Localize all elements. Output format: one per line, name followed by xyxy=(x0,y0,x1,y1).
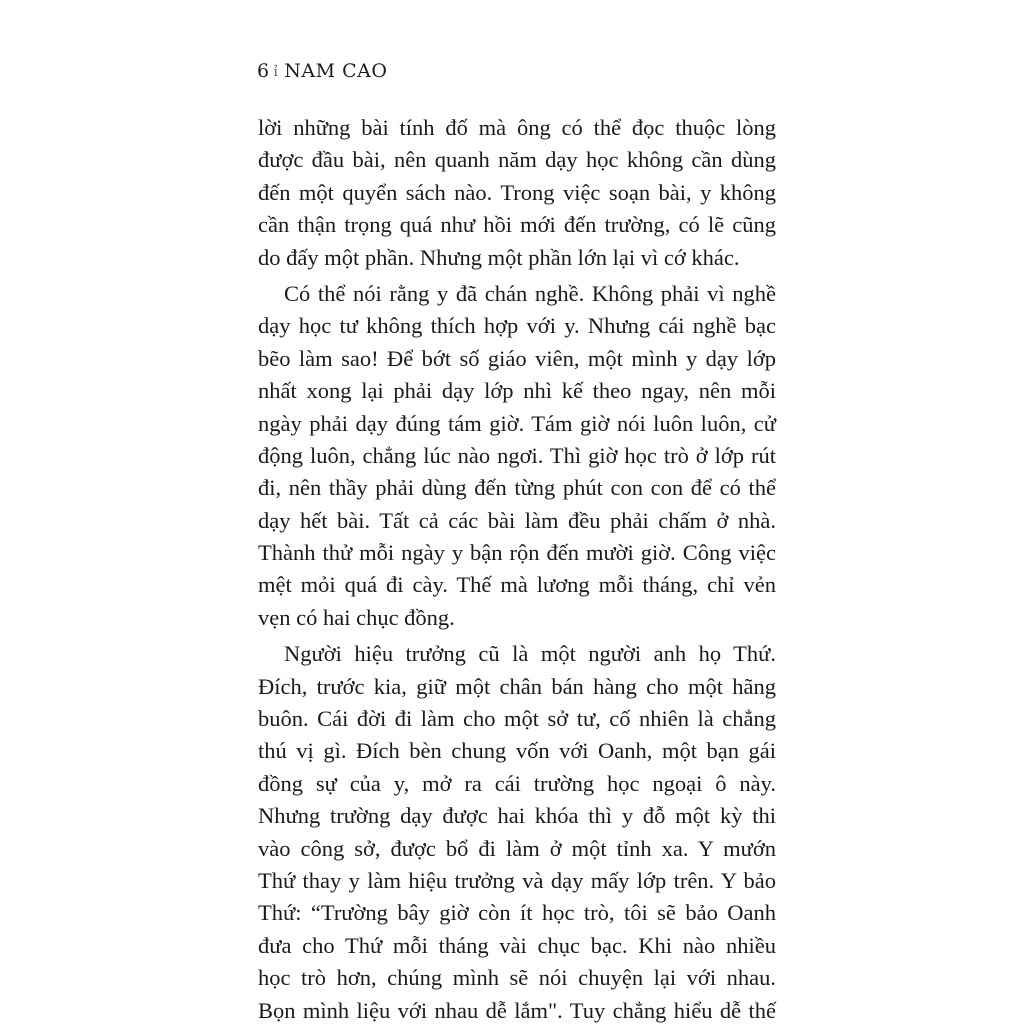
author-name: NAM CAO xyxy=(284,60,388,82)
text-line: Người hiệu trưởng cũ là một người anh họ Thứ. xyxy=(284,641,776,667)
text-line: Bọn mình liệu với nhau dễ lắm". Tuy chẳng hiểu dễ thế xyxy=(258,997,776,1023)
paragraph-3 xyxy=(258,638,776,1027)
text-line: do đấy một phần. Nhưng một phần lớn lại vì cớ khác. xyxy=(258,244,740,270)
header-separator: ỉ xyxy=(273,65,279,80)
text-line: ngày phải dạy đúng tám giờ. Tám giờ nói luôn luôn, cử xyxy=(258,410,776,436)
paragraph-2 xyxy=(258,278,776,634)
text-line: học trò hơn, chúng mình sẽ nói chuyện lại với nhau. xyxy=(258,965,776,991)
text-line: Thứ: “Trường bây giờ còn ít học trò, tôi sẽ bảo Oanh xyxy=(258,900,776,926)
text-line: Thứ thay y làm hiệu trưởng và dạy mấy lớp trên. Y bảo xyxy=(258,867,776,893)
text-line: động luôn, chẳng lúc nào ngơi. Thì giờ học trò ở lớp rút xyxy=(258,442,776,468)
running-header xyxy=(257,60,387,82)
text-line: lời những bài tính đố mà ông có thể đọc thuộc lòng xyxy=(258,115,776,140)
page-number: 6 xyxy=(257,60,270,82)
text-line: bẽo làm sao! Để bớt số giáo viên, một mình y dạy lớp xyxy=(258,345,776,371)
body-text xyxy=(258,112,776,1027)
text-line: đến một quyển sách nào. Trong việc soạn bài, y không xyxy=(258,179,776,205)
text-line: Đích, trước kia, giữ một chân bán hàng cho một hãng xyxy=(258,673,776,699)
text-line: Có thể nói rằng y đã chán nghề. Không phải vì nghề xyxy=(284,280,776,306)
text-line: vẹn có hai chục đồng. xyxy=(258,604,455,630)
text-line: nhất xong lại phải dạy lớp nhì kế theo ngay, nên mỗi xyxy=(258,378,776,404)
text-line: buôn. Cái đời đi làm cho một sở tư, cố nhiên là chẳng xyxy=(258,706,776,732)
text-line: Nhưng trường dạy được hai khóa thì y đỗ một kỳ thi xyxy=(258,803,776,829)
text-line: cần thận trọng quá như hồi mới đến trường, có lẽ cũng xyxy=(258,212,776,238)
text-line: dạy học tư không thích hợp với y. Nhưng cái nghề bạc xyxy=(258,313,776,339)
text-line: mệt mỏi quá đi cày. Thế mà lương mỗi tháng, chỉ vẻn xyxy=(258,572,776,598)
text-line: đồng sự của y, mở ra cái trường học ngoại ô này. xyxy=(258,770,776,796)
text-line: được đầu bài, nên quanh năm dạy học không cần dùng xyxy=(258,147,776,173)
text-line: đưa cho Thứ mỗi tháng vài chục bạc. Khi nào nhiều xyxy=(258,932,776,958)
text-line: vào công sở, được bổ đi làm ở một tỉnh xa. Y mướn xyxy=(258,835,776,861)
text-line: thú vị gì. Đích bèn chung vốn với Oanh, một bạn gái xyxy=(258,738,776,764)
text-line: Thành thử mỗi ngày y bận rộn đến mười giờ. Công việc xyxy=(258,540,776,566)
paragraph-1 xyxy=(258,112,776,274)
text-line: dạy hết bài. Tất cả các bài làm đều phải chấm ở nhà. xyxy=(258,507,776,533)
text-line: đi, nên thầy phải dùng đến từng phút con con để có thể xyxy=(258,475,776,501)
